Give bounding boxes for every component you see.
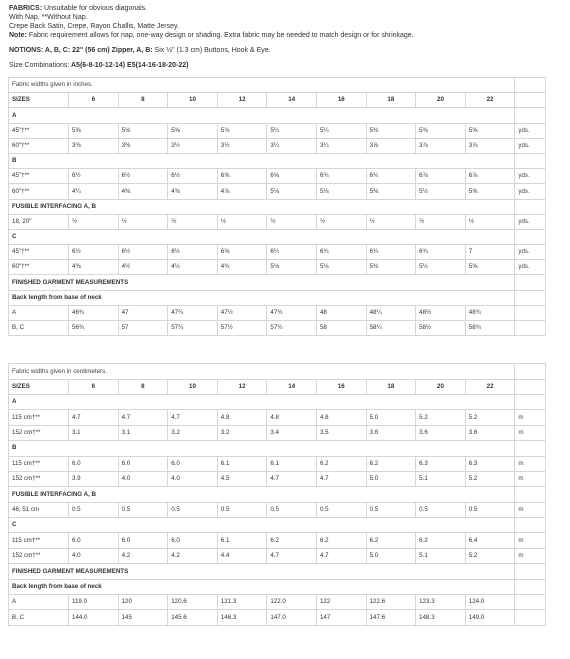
- sizes-label: SIZES: [9, 379, 69, 394]
- value-cell: 47¾: [267, 305, 317, 320]
- table-row: [9, 305, 546, 320]
- table-row: [9, 610, 546, 625]
- value-cell: 4.5: [217, 471, 267, 486]
- value-cell: 5¼: [267, 123, 317, 138]
- value-cell: 3.1: [69, 425, 119, 440]
- table-row: [9, 456, 546, 471]
- fabric-table-centimeters: [8, 363, 546, 626]
- value-cell: 4.7: [267, 548, 317, 563]
- value-cell: 5⅝: [465, 260, 515, 275]
- value-cell: 147.0: [267, 610, 317, 625]
- value-cell: 5.1: [416, 471, 466, 486]
- value-cell: 3½: [217, 138, 267, 153]
- row-label: 152 cm†**: [9, 548, 69, 563]
- value-cell: 48½: [416, 305, 466, 320]
- size-header: 22: [465, 93, 515, 108]
- value-cell: 3.5: [316, 425, 366, 440]
- value-cell: 6⅝: [267, 169, 317, 184]
- size-combinations-value: A5(6-8-10-12-14) E5(14-16-18-20-22): [69, 62, 189, 69]
- value-cell: 6⅞: [465, 169, 515, 184]
- value-cell: 6.2: [366, 456, 416, 471]
- value-cell: 5⅛: [267, 260, 317, 275]
- value-cell: 6¾: [366, 245, 416, 260]
- value-cell: 3.1: [118, 425, 168, 440]
- value-cell: 6½: [168, 169, 218, 184]
- table-row: [9, 410, 546, 425]
- value-cell: 3.6: [465, 425, 515, 440]
- value-cell: 4.7: [267, 471, 317, 486]
- row-label: 115 cm†**: [9, 533, 69, 548]
- table-caption-row: [9, 364, 546, 379]
- value-cell: 6.1: [217, 533, 267, 548]
- sizes-header-row: [9, 379, 546, 394]
- sizes-header-row: [9, 93, 546, 108]
- value-cell: 5⅝: [118, 123, 168, 138]
- notions-text: Six ½" (1.3 cm) Buttons, Hook & Eye.: [152, 47, 271, 54]
- size-header: 8: [118, 93, 168, 108]
- value-cell: 3.6: [416, 425, 466, 440]
- size-header: 22: [465, 379, 515, 394]
- value-cell: 6.0: [168, 456, 218, 471]
- notions-line: [9, 47, 570, 56]
- value-cell: 6¾: [416, 245, 466, 260]
- row-label: 152 cm†**: [9, 471, 69, 486]
- value-cell: 123.3: [416, 595, 466, 610]
- unit-cell: m: [515, 425, 546, 440]
- unit-cell: [515, 610, 546, 625]
- section-label: FINISHED GARMENT MEASUREMENTS: [9, 275, 515, 290]
- value-cell: 6.3: [465, 456, 515, 471]
- row-label: A: [9, 595, 69, 610]
- fabrics-text: Unsuitable for obvious diagonals.: [42, 5, 148, 12]
- value-cell: 0.5: [118, 502, 168, 517]
- size-header: 14: [267, 93, 317, 108]
- fabric-table-inches: [8, 77, 546, 336]
- value-cell: 6½: [168, 245, 218, 260]
- value-cell: 3⅜: [118, 138, 168, 153]
- section-label: Back length from base of neck: [9, 290, 515, 305]
- empty-cell: [515, 579, 546, 594]
- value-cell: 4.7: [118, 410, 168, 425]
- value-cell: 5.0: [366, 410, 416, 425]
- value-cell: 4¼: [69, 184, 119, 199]
- value-cell: 0.5: [217, 502, 267, 517]
- value-cell: 4.2: [118, 548, 168, 563]
- value-cell: 57½: [217, 321, 267, 336]
- value-cell: 57: [118, 321, 168, 336]
- value-cell: 6⅞: [416, 169, 466, 184]
- value-cell: 6.2: [316, 533, 366, 548]
- value-cell: 5¼: [316, 123, 366, 138]
- value-cell: 48¾: [465, 305, 515, 320]
- value-cell: 6.0: [118, 456, 168, 471]
- value-cell: 4½: [168, 260, 218, 275]
- row-label: B, C: [9, 321, 69, 336]
- value-cell: ½: [316, 214, 366, 229]
- value-cell: 6.2: [366, 533, 416, 548]
- value-cell: 119.0: [69, 595, 119, 610]
- value-cell: 4.0: [168, 471, 218, 486]
- value-cell: 124.0: [465, 595, 515, 610]
- value-cell: 56¾: [69, 321, 119, 336]
- value-cell: 4½: [118, 260, 168, 275]
- value-cell: 120: [118, 595, 168, 610]
- unit-cell: m: [515, 533, 546, 548]
- value-cell: 6¼: [267, 245, 317, 260]
- unit-cell: yds.: [515, 138, 546, 153]
- value-cell: 58: [316, 321, 366, 336]
- table-row: [9, 184, 546, 199]
- value-cell: 144.0: [69, 610, 119, 625]
- value-cell: 121.3: [217, 595, 267, 610]
- row-label: 45"†**: [9, 123, 69, 138]
- section-row: [9, 108, 546, 123]
- row-label: 18, 20": [9, 214, 69, 229]
- value-cell: 5½: [416, 260, 466, 275]
- row-label: 115 cm†**: [9, 410, 69, 425]
- value-cell: ½: [465, 214, 515, 229]
- empty-cell: [515, 153, 546, 168]
- empty-cell: [515, 364, 546, 379]
- table-row: [9, 533, 546, 548]
- value-cell: 57¼: [168, 321, 218, 336]
- section-label: B: [9, 153, 515, 168]
- size-header: 16: [316, 93, 366, 108]
- value-cell: 5.2: [465, 410, 515, 425]
- value-cell: 58½: [416, 321, 466, 336]
- value-cell: 0.5: [267, 502, 317, 517]
- section-row: [9, 394, 546, 409]
- unit-cell: yds.: [515, 184, 546, 199]
- value-cell: 48¼: [366, 305, 416, 320]
- value-cell: 4⅜: [69, 260, 119, 275]
- value-cell: 6¾: [316, 245, 366, 260]
- table-row: [9, 260, 546, 275]
- value-cell: 5⅝: [168, 123, 218, 138]
- value-cell: 6⅝: [217, 169, 267, 184]
- section-label: FINISHED GARMENT MEASUREMENTS: [9, 564, 515, 579]
- size-header: 20: [416, 379, 466, 394]
- row-label: A: [9, 305, 69, 320]
- value-cell: 122.0: [267, 595, 317, 610]
- value-cell: 4.2: [168, 548, 218, 563]
- value-cell: 48: [316, 305, 366, 320]
- value-cell: 3⅜: [69, 138, 119, 153]
- section-label: B: [9, 441, 515, 456]
- value-cell: 4⅜: [168, 184, 218, 199]
- value-cell: 5.2: [416, 410, 466, 425]
- value-cell: 120.6: [168, 595, 218, 610]
- empty-cell: [515, 394, 546, 409]
- unit-cell: [515, 321, 546, 336]
- value-cell: 146.3: [217, 610, 267, 625]
- unit-cell: [515, 305, 546, 320]
- empty-cell: [515, 275, 546, 290]
- section-row: [9, 579, 546, 594]
- value-cell: 5⅜: [416, 123, 466, 138]
- value-cell: 3¼: [316, 138, 366, 153]
- value-cell: 3⅞: [366, 138, 416, 153]
- size-header: 18: [366, 379, 416, 394]
- value-cell: 5⅝: [465, 123, 515, 138]
- value-cell: 3⅞: [465, 138, 515, 153]
- value-cell: 6.1: [267, 456, 317, 471]
- section-row: [9, 199, 546, 214]
- notions-label: NOTIONS: A, B, C: 22" (56 cm) Zipper, A, B:: [9, 47, 153, 54]
- value-cell: 147.6: [366, 610, 416, 625]
- table-caption: Fabric widths given in inches.: [9, 78, 515, 93]
- value-cell: 0.5: [465, 502, 515, 517]
- row-label: 152 cm†**: [9, 425, 69, 440]
- value-cell: 148.3: [416, 610, 466, 625]
- note-label: Note:: [9, 32, 27, 39]
- empty-cell: [515, 93, 546, 108]
- value-cell: 3.2: [217, 425, 267, 440]
- row-label: 45"†**: [9, 245, 69, 260]
- size-header: 10: [168, 379, 218, 394]
- empty-cell: [515, 379, 546, 394]
- size-combinations-line: [9, 62, 570, 71]
- value-cell: 4.8: [217, 410, 267, 425]
- value-cell: 145.6: [168, 610, 218, 625]
- value-cell: ½: [69, 214, 119, 229]
- value-cell: 4.7: [316, 548, 366, 563]
- value-cell: 3¼: [267, 138, 317, 153]
- value-cell: ½: [217, 214, 267, 229]
- row-label: 45"†**: [9, 169, 69, 184]
- value-cell: 4⅜: [118, 184, 168, 199]
- value-cell: 6.0: [69, 456, 119, 471]
- unit-cell: m: [515, 502, 546, 517]
- value-cell: 6¾: [366, 169, 416, 184]
- value-cell: ½: [118, 214, 168, 229]
- empty-cell: [515, 108, 546, 123]
- value-cell: ½: [168, 214, 218, 229]
- row-label: 60"†**: [9, 138, 69, 153]
- value-cell: 4.0: [118, 471, 168, 486]
- value-cell: 6.2: [316, 456, 366, 471]
- value-cell: 7: [465, 245, 515, 260]
- value-cell: 4.8: [316, 410, 366, 425]
- value-cell: 0.5: [416, 502, 466, 517]
- empty-cell: [515, 290, 546, 305]
- section-label: C: [9, 229, 515, 244]
- value-cell: 3⅞: [416, 138, 466, 153]
- size-header: 6: [69, 93, 119, 108]
- value-cell: 6.0: [168, 533, 218, 548]
- size-header: 10: [168, 93, 218, 108]
- value-cell: 6.3: [416, 456, 466, 471]
- value-cell: 3.2: [168, 425, 218, 440]
- value-cell: 6⅝: [217, 245, 267, 260]
- section-label: A: [9, 108, 515, 123]
- value-cell: 5⅛: [316, 184, 366, 199]
- unit-cell: m: [515, 548, 546, 563]
- empty-cell: [515, 78, 546, 93]
- size-header: 12: [217, 379, 267, 394]
- value-cell: 6.2: [267, 533, 317, 548]
- value-cell: 3.9: [69, 471, 119, 486]
- sizes-label: SIZES: [9, 93, 69, 108]
- unit-cell: m: [515, 456, 546, 471]
- table-row: [9, 502, 546, 517]
- value-cell: 6½: [118, 245, 168, 260]
- value-cell: 5⅜: [366, 123, 416, 138]
- value-cell: 147: [316, 610, 366, 625]
- value-cell: 6¾: [316, 169, 366, 184]
- value-cell: 4.8: [267, 410, 317, 425]
- value-cell: 5⅛: [267, 184, 317, 199]
- section-label: FUSIBLE INTERFACING A, B: [9, 199, 515, 214]
- note-line: [9, 32, 570, 41]
- size-header: 16: [316, 379, 366, 394]
- value-cell: 4⅞: [217, 184, 267, 199]
- value-cell: ½: [366, 214, 416, 229]
- value-cell: 5.0: [366, 548, 416, 563]
- empty-cell: [515, 564, 546, 579]
- value-cell: 5⅛: [217, 123, 267, 138]
- table-row: [9, 471, 546, 486]
- value-cell: 4.7: [316, 471, 366, 486]
- size-header: 12: [217, 93, 267, 108]
- value-cell: 0.5: [69, 502, 119, 517]
- value-cell: 6.4: [465, 533, 515, 548]
- row-label: 60"†**: [9, 184, 69, 199]
- value-cell: 0.5: [366, 502, 416, 517]
- value-cell: 0.5: [316, 502, 366, 517]
- value-cell: ½: [416, 214, 466, 229]
- table-row: [9, 169, 546, 184]
- value-cell: 0.5: [168, 502, 218, 517]
- value-cell: 5⅝: [69, 123, 119, 138]
- section-row: [9, 441, 546, 456]
- value-cell: 47¼: [168, 305, 218, 320]
- value-cell: 5⅜: [366, 260, 416, 275]
- value-cell: 3.4: [267, 425, 317, 440]
- section-label: A: [9, 394, 515, 409]
- unit-cell: yds.: [515, 214, 546, 229]
- value-cell: 6½: [69, 169, 119, 184]
- unit-cell: yds.: [515, 169, 546, 184]
- note-text: Fabric requirement allows for nap, one-way design or shading. Extra fabric may be needed to match design or for shrinkage.: [26, 32, 414, 39]
- section-row: [9, 518, 546, 533]
- row-label: B, C: [9, 610, 69, 625]
- value-cell: 5⅛: [316, 260, 366, 275]
- value-cell: 5.0: [366, 471, 416, 486]
- value-cell: 145: [118, 610, 168, 625]
- size-header: 6: [69, 379, 119, 394]
- value-cell: 5⅜: [366, 184, 416, 199]
- value-cell: 6.0: [69, 533, 119, 548]
- table-row: [9, 425, 546, 440]
- table-row: [9, 245, 546, 260]
- value-cell: ½: [267, 214, 317, 229]
- table-row: [9, 595, 546, 610]
- value-cell: 3½: [168, 138, 218, 153]
- empty-cell: [515, 441, 546, 456]
- section-row: [9, 290, 546, 305]
- value-cell: 4.7: [168, 410, 218, 425]
- value-cell: 3.6: [366, 425, 416, 440]
- table-row: [9, 548, 546, 563]
- value-cell: 149.0: [465, 610, 515, 625]
- value-cell: 58¼: [366, 321, 416, 336]
- value-cell: 47½: [217, 305, 267, 320]
- value-cell: 6.1: [217, 456, 267, 471]
- value-cell: 5.1: [416, 548, 466, 563]
- empty-cell: [515, 199, 546, 214]
- row-label: 115 cm†**: [9, 456, 69, 471]
- table-row: [9, 214, 546, 229]
- value-cell: 6½: [118, 169, 168, 184]
- unit-cell: yds.: [515, 245, 546, 260]
- value-cell: 4.7: [69, 410, 119, 425]
- value-cell: 5.2: [465, 548, 515, 563]
- value-cell: 6.2: [416, 533, 466, 548]
- value-cell: 58¾: [465, 321, 515, 336]
- table-row: [9, 123, 546, 138]
- size-header: 20: [416, 93, 466, 108]
- unit-cell: m: [515, 410, 546, 425]
- row-label: 46, 51 cm: [9, 502, 69, 517]
- value-cell: 5½: [416, 184, 466, 199]
- fabrics-label: FABRICS:: [9, 5, 43, 12]
- section-row: [9, 487, 546, 502]
- fabrics-line: [9, 5, 570, 14]
- value-cell: 5⅝: [465, 184, 515, 199]
- value-cell: 4¾: [217, 260, 267, 275]
- section-label: FUSIBLE INTERFACING A, B: [9, 487, 515, 502]
- value-cell: 6½: [69, 245, 119, 260]
- section-row: [9, 229, 546, 244]
- table-row: [9, 321, 546, 336]
- size-combinations-label: Size Combinations:: [9, 62, 70, 69]
- section-row: [9, 153, 546, 168]
- value-cell: 4.4: [217, 548, 267, 563]
- section-row: [9, 564, 546, 579]
- size-header: 8: [118, 379, 168, 394]
- table-caption-row: [9, 78, 546, 93]
- size-header: 14: [267, 379, 317, 394]
- value-cell: 47: [118, 305, 168, 320]
- nap-line: With Nap. **Without Nap.: [9, 14, 88, 21]
- intro-block: [0, 0, 570, 71]
- table-row: [9, 138, 546, 153]
- value-cell: 4.0: [69, 548, 119, 563]
- unit-cell: yds.: [515, 123, 546, 138]
- empty-cell: [515, 487, 546, 502]
- unit-cell: [515, 595, 546, 610]
- value-cell: 6.0: [118, 533, 168, 548]
- row-label: 60"†**: [9, 260, 69, 275]
- section-row: [9, 275, 546, 290]
- value-cell: 122: [316, 595, 366, 610]
- section-label: Back length from base of neck: [9, 579, 515, 594]
- empty-cell: [515, 229, 546, 244]
- table-caption: Fabric widths given in centimeters.: [9, 364, 515, 379]
- size-header: 18: [366, 93, 416, 108]
- empty-cell: [515, 518, 546, 533]
- section-label: C: [9, 518, 515, 533]
- unit-cell: m: [515, 471, 546, 486]
- unit-cell: yds.: [515, 260, 546, 275]
- value-cell: 122.6: [366, 595, 416, 610]
- value-cell: 57¾: [267, 321, 317, 336]
- value-cell: 46¾: [69, 305, 119, 320]
- value-cell: 5.2: [465, 471, 515, 486]
- fabric-list: Crepe Back Satin, Crepe, Rayon Challis, Matte Jersey.: [9, 23, 179, 30]
